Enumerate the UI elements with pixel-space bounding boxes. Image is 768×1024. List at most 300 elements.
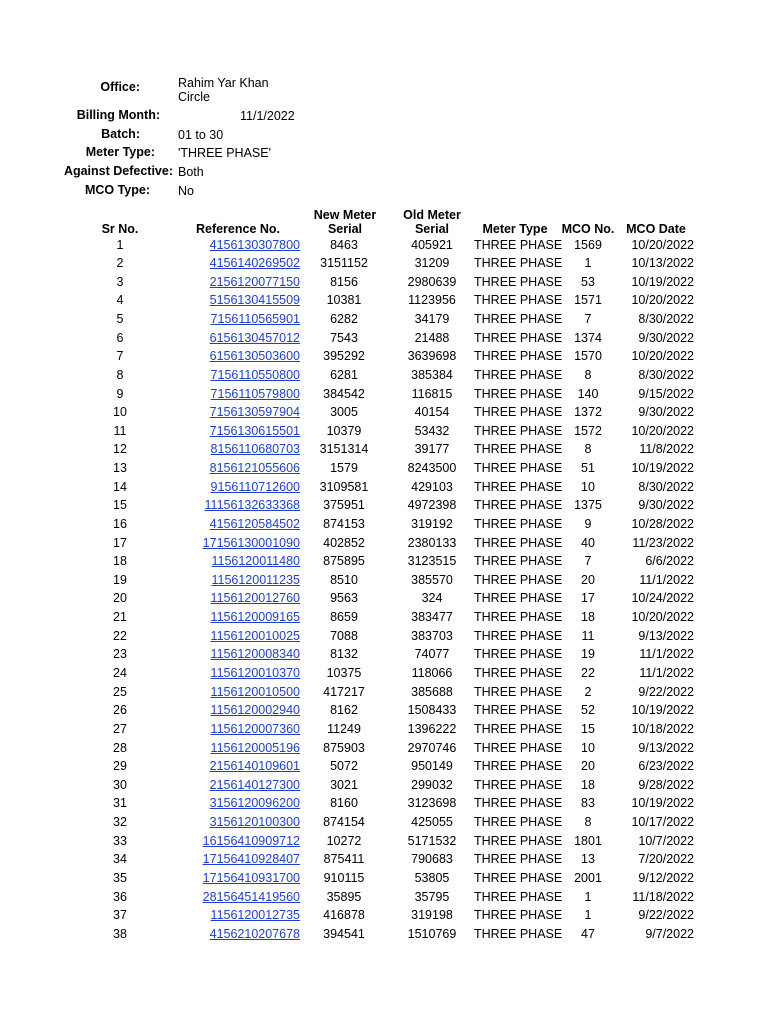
mco-no-cell: 15: [581, 721, 595, 736]
table-row: [0, 478, 768, 497]
sr-no-cell: 28: [113, 740, 127, 755]
table-row: [0, 683, 768, 702]
table-row: [0, 385, 768, 404]
table-row: [0, 273, 768, 292]
sr-no-cell: 27: [113, 721, 127, 736]
new-meter-serial-cell: 3151314: [319, 442, 369, 457]
reference-no-cell: [190, 459, 300, 478]
mco-date-cell: 9/30/2022: [638, 330, 694, 345]
mco-date-cell: 9/30/2022: [638, 498, 694, 513]
reference-no-link[interactable]: 1156120005196: [210, 740, 300, 755]
reference-no-link[interactable]: 17156410931700: [202, 870, 300, 885]
mco-no-cell: 1572: [574, 423, 602, 438]
reference-no-link[interactable]: 3156120100300: [209, 815, 300, 830]
new-meter-serial-cell: 10375: [326, 665, 362, 680]
mco-no-cell: 8: [584, 442, 592, 457]
reference-no-link[interactable]: 1156120002940: [210, 703, 300, 718]
table-row: [0, 776, 768, 795]
table-row: [0, 310, 768, 329]
meter-type-cell: THREE PHASE: [474, 815, 563, 830]
mco-no-cell: 53: [581, 274, 595, 289]
old-meter-serial-cell: 385570: [411, 572, 453, 587]
meter-type-cell: THREE PHASE: [474, 312, 563, 327]
reference-no-link[interactable]: 1156120010500: [210, 684, 300, 699]
mco-no-cell: 9: [584, 516, 592, 531]
table-row: [0, 664, 768, 683]
new-meter-serial-cell: 11249: [327, 721, 361, 736]
reference-no-link[interactable]: 2156120077150: [209, 274, 300, 289]
meter-type-cell: THREE PHASE: [474, 330, 563, 345]
mco-no-cell: 1571: [574, 293, 602, 308]
sr-no-cell: 10: [113, 405, 127, 420]
new-meter-serial-cell: 8510: [330, 572, 358, 587]
reference-no-cell: [190, 906, 300, 925]
new-meter-serial-cell: 416878: [323, 908, 365, 923]
reference-no-cell: [190, 683, 300, 702]
sr-no-cell: 8: [116, 367, 124, 382]
mco-date-cell: 6/6/2022: [645, 554, 694, 569]
old-meter-serial-cell: 790683: [411, 852, 453, 867]
meter-type-cell: THREE PHASE: [474, 237, 563, 252]
old-meter-serial-cell: 405921: [411, 237, 453, 252]
mco-no-cell: 1570: [574, 349, 602, 364]
sr-no-cell: 11: [113, 423, 127, 438]
new-meter-serial-cell: 5072: [330, 759, 358, 774]
reference-no-link[interactable]: 1156120011235: [211, 572, 300, 587]
new-meter-serial-cell: 8463: [330, 237, 358, 252]
table-row: [0, 422, 768, 441]
mco-no-cell: 13: [581, 852, 595, 867]
new-meter-serial-cell: 6282: [330, 312, 358, 327]
reference-no-cell: [190, 385, 300, 404]
mco-type-value: No: [178, 184, 194, 198]
table-row: [0, 925, 768, 944]
reference-no-cell: [190, 645, 300, 664]
reference-no-link[interactable]: 7156130597904: [209, 405, 300, 420]
old-meter-serial-cell: 324: [421, 591, 443, 606]
sr-no-cell: 25: [113, 684, 127, 699]
meter-type-cell: THREE PHASE: [474, 852, 563, 867]
table-row: [0, 608, 768, 627]
new-meter-serial-cell: 7543: [330, 330, 358, 345]
table-row: [0, 552, 768, 571]
table-row: [0, 739, 768, 758]
mco-no-cell: 51: [581, 461, 595, 476]
reference-no-cell: [190, 850, 300, 869]
reference-no-link[interactable]: 1156120010025: [210, 628, 300, 643]
mco-date-cell: 8/30/2022: [638, 479, 694, 494]
old-meter-serial-cell: 5171532: [407, 833, 457, 848]
table-row: [0, 850, 768, 869]
reference-no-cell: [190, 552, 300, 571]
reference-no-cell: [190, 701, 300, 720]
mco-date-cell: 9/28/2022: [638, 777, 694, 792]
reference-no-cell: [190, 496, 300, 515]
reference-no-link[interactable]: 1156120012760: [210, 591, 300, 606]
sr-no-cell: 15: [113, 498, 127, 513]
mco-date-cell: 9/13/2022: [638, 628, 694, 643]
reference-no-cell: [190, 589, 300, 608]
reference-no-link[interactable]: 2156140127300: [209, 777, 300, 792]
mco-no-cell: 1: [584, 256, 592, 271]
meter-type-cell: THREE PHASE: [474, 926, 563, 941]
meter-type-cell: THREE PHASE: [474, 721, 563, 736]
table-row: [0, 496, 768, 515]
batch-label: Batch:: [101, 127, 140, 141]
reference-no-link[interactable]: 4156120584502: [209, 516, 300, 531]
office-value-line2: Circle: [178, 90, 210, 104]
meter-type-cell: THREE PHASE: [474, 256, 563, 271]
new-meter-serial-cell: 8659: [330, 610, 358, 625]
old-meter-serial-cell: 385384: [411, 367, 453, 382]
old-meter-serial-cell: 425055: [411, 815, 453, 830]
old-meter-serial-cell: 3123515: [407, 554, 457, 569]
reference-no-cell: [190, 273, 300, 292]
old-meter-serial-cell: 385688: [411, 684, 453, 699]
old-meter-serial-cell: 21488: [414, 330, 450, 345]
new-meter-serial-cell: 8160: [330, 796, 358, 811]
mco-no-cell: 7: [584, 554, 592, 569]
sr-no-cell: 33: [113, 833, 127, 848]
mco-no-cell: 52: [581, 703, 595, 718]
table-row: [0, 888, 768, 907]
new-meter-serial-cell: 8132: [330, 647, 358, 662]
mco-date-cell: 8/30/2022: [638, 312, 694, 327]
table-row: [0, 869, 768, 888]
new-meter-serial-cell: 875903: [323, 740, 365, 755]
mco-date-cell: 10/19/2022: [631, 461, 694, 476]
meter-type-cell: THREE PHASE: [474, 908, 563, 923]
against-defective-label: Against Defective:: [63, 164, 173, 178]
reference-no-cell: [190, 776, 300, 795]
old-meter-serial-cell: 2380133: [407, 535, 457, 550]
sr-no-cell: 22: [113, 628, 127, 643]
table-row: [0, 403, 768, 422]
reference-no-cell: [190, 739, 300, 758]
reference-no-cell: [190, 366, 300, 385]
reference-no-cell: [190, 329, 300, 348]
meter-type-cell: THREE PHASE: [474, 405, 563, 420]
reference-no-link[interactable]: 3156120096200: [209, 796, 300, 811]
mco-no-cell: 1372: [574, 405, 602, 420]
new-meter-serial-cell: 874153: [323, 516, 365, 531]
sr-no-cell: 18: [113, 554, 127, 569]
sr-no-cell: 23: [113, 647, 127, 662]
meter-type-cell: THREE PHASE: [474, 703, 563, 718]
reference-no-link[interactable]: 16156410909712: [202, 833, 300, 848]
old-meter-serial-cell: 4972398: [407, 498, 457, 513]
new-meter-serial-cell: 875411: [323, 852, 365, 867]
table-row: [0, 366, 768, 385]
old-meter-serial-cell: 429103: [411, 479, 453, 494]
sr-no-cell: 26: [113, 703, 127, 718]
reference-no-cell: [190, 422, 300, 441]
reference-no-link[interactable]: 9156110712600: [210, 479, 300, 494]
table-row: [0, 459, 768, 478]
reference-no-cell: [190, 757, 300, 776]
new-meter-serial-cell: 3021: [330, 777, 358, 792]
mco-date-cell: 7/20/2022: [638, 852, 694, 867]
reference-no-link[interactable]: 7156110550800: [210, 367, 300, 382]
mco-date-cell: 6/23/2022: [638, 759, 694, 774]
meter-type-value: 'THREE PHASE': [178, 146, 271, 160]
table-row: [0, 534, 768, 553]
old-meter-serial-cell: 74077: [414, 647, 450, 662]
table-row: [0, 440, 768, 459]
reference-no-link[interactable]: 11156132633368: [204, 498, 300, 513]
mco-no-cell: 1801: [574, 833, 602, 848]
new-meter-serial-cell: 394541: [323, 926, 365, 941]
sr-no-cell: 17: [113, 535, 127, 550]
mco-date-cell: 10/17/2022: [631, 815, 694, 830]
old-meter-serial-cell: 35795: [414, 889, 450, 904]
mco-date-cell: 8/30/2022: [638, 367, 694, 382]
old-meter-serial-cell: 8243500: [407, 461, 457, 476]
mco-date-cell: 10/20/2022: [631, 349, 694, 364]
meter-type-cell: THREE PHASE: [474, 684, 563, 699]
mco-date-cell: 11/18/2022: [632, 889, 694, 904]
old-meter-serial-cell: 2980639: [407, 274, 457, 289]
reference-no-cell: [190, 608, 300, 627]
old-meter-serial-cell: 3123698: [407, 796, 457, 811]
mco-date-cell: 9/30/2022: [638, 405, 694, 420]
sr-no-cell: 36: [113, 889, 127, 904]
new-meter-serial-cell: 874154: [323, 815, 365, 830]
table-row: [0, 627, 768, 646]
meter-type-cell: THREE PHASE: [474, 572, 563, 587]
new-meter-serial-cell: 10272: [326, 833, 362, 848]
mco-no-cell: 1: [584, 908, 592, 923]
old-meter-serial-cell: 2970746: [407, 740, 457, 755]
new-meter-serial-cell: 910115: [323, 870, 365, 885]
mco-no-cell: 1375: [574, 498, 602, 513]
sr-no-cell: 38: [113, 926, 127, 941]
meter-type-cell: THREE PHASE: [474, 647, 563, 662]
mco-type-label: MCO Type:: [84, 183, 150, 197]
reference-no-link[interactable]: 4156130307800: [209, 237, 300, 252]
old-meter-serial-cell: 1123956: [408, 293, 456, 308]
table-row: [0, 236, 768, 255]
reference-no-link[interactable]: 5156130415509: [209, 293, 300, 308]
col-mco-date: MCO Date: [626, 222, 686, 236]
col-meter-type: Meter Type: [482, 222, 548, 236]
new-meter-serial-cell: 384542: [323, 386, 365, 401]
reference-no-link[interactable]: 8156110680703: [210, 442, 300, 457]
new-meter-serial-cell: 10381: [326, 293, 362, 308]
mco-date-cell: 10/7/2022: [638, 833, 694, 848]
reference-no-link[interactable]: 1156120010370: [210, 665, 300, 680]
reference-no-link[interactable]: 17156130001090: [202, 535, 300, 550]
col-reference-no: Reference No.: [195, 222, 281, 236]
mco-date-cell: 9/13/2022: [638, 740, 694, 755]
sr-no-cell: 6: [116, 330, 124, 345]
meter-type-cell: THREE PHASE: [474, 665, 563, 680]
mco-no-cell: 18: [581, 610, 595, 625]
meter-type-cell: THREE PHASE: [474, 759, 563, 774]
reference-no-cell: [190, 254, 300, 273]
new-meter-serial-cell: 3151152: [320, 256, 368, 271]
reference-no-cell: [190, 813, 300, 832]
old-meter-serial-cell: 116815: [411, 386, 453, 401]
sr-no-cell: 34: [113, 852, 127, 867]
reference-no-link[interactable]: 7156130615501: [209, 423, 300, 438]
old-meter-serial-cell: 3639698: [407, 349, 457, 364]
mco-date-cell: 11/1/2022: [639, 665, 694, 680]
sr-no-cell: 37: [113, 908, 127, 923]
mco-no-cell: 10: [581, 740, 595, 755]
meter-type-cell: THREE PHASE: [474, 479, 563, 494]
reference-no-link[interactable]: 4156140269502: [209, 256, 300, 271]
mco-date-cell: 11/23/2022: [632, 535, 694, 550]
sr-no-cell: 31: [113, 796, 127, 811]
meter-type-cell: THREE PHASE: [474, 777, 563, 792]
new-meter-serial-cell: 7088: [330, 628, 358, 643]
mco-date-cell: 9/15/2022: [638, 386, 694, 401]
reference-no-cell: [190, 832, 300, 851]
table-row: [0, 701, 768, 720]
new-meter-serial-cell: 1579: [330, 461, 358, 476]
reference-no-link[interactable]: 6156130503600: [209, 349, 300, 364]
reference-no-cell: [190, 403, 300, 422]
sr-no-cell: 19: [113, 572, 127, 587]
mco-no-cell: 7: [584, 312, 592, 327]
table-row: [0, 794, 768, 813]
old-meter-serial-cell: 53432: [414, 423, 450, 438]
mco-date-cell: 10/19/2022: [631, 274, 694, 289]
reference-no-cell: [190, 720, 300, 739]
col-new-meter-line1: New Meter: [313, 208, 377, 222]
reference-no-link[interactable]: 1156120012735: [210, 908, 300, 923]
table-row: [0, 571, 768, 590]
new-meter-serial-cell: 9563: [330, 591, 358, 606]
mco-no-cell: 18: [581, 777, 595, 792]
mco-no-cell: 47: [581, 926, 595, 941]
meter-type-cell: THREE PHASE: [474, 386, 563, 401]
mco-no-cell: 2: [584, 684, 592, 699]
sr-no-cell: 24: [113, 665, 127, 680]
sr-no-cell: 16: [113, 516, 127, 531]
sr-no-cell: 7: [116, 349, 124, 364]
meter-type-cell: THREE PHASE: [474, 535, 563, 550]
mco-no-cell: 40: [581, 535, 595, 550]
old-meter-serial-cell: 34179: [414, 312, 450, 327]
reference-no-cell: [190, 925, 300, 944]
old-meter-serial-cell: 299032: [411, 777, 453, 792]
mco-date-cell: 10/24/2022: [631, 591, 694, 606]
batch-value: 01 to 30: [178, 128, 224, 142]
mco-date-cell: 10/18/2022: [631, 721, 694, 736]
col-new-meter-line2: Serial: [327, 222, 363, 236]
new-meter-serial-cell: 35895: [326, 889, 362, 904]
new-meter-serial-cell: 3005: [330, 405, 358, 420]
sr-no-cell: 3: [116, 274, 124, 289]
sr-no-cell: 12: [113, 442, 127, 457]
old-meter-serial-cell: 383477: [411, 610, 453, 625]
mco-date-cell: 10/28/2022: [631, 516, 694, 531]
sr-no-cell: 9: [116, 386, 124, 401]
reference-no-cell: [190, 627, 300, 646]
reference-no-cell: [190, 515, 300, 534]
mco-no-cell: 140: [577, 386, 599, 401]
reference-no-link[interactable]: 28156451419560: [202, 889, 300, 904]
mco-date-cell: 9/22/2022: [638, 908, 694, 923]
mco-no-cell: 1374: [574, 330, 602, 345]
mco-no-cell: 19: [581, 647, 595, 662]
mco-no-cell: 22: [581, 665, 595, 680]
mco-no-cell: 8: [584, 815, 592, 830]
old-meter-serial-cell: 1510769: [407, 926, 457, 941]
mco-no-cell: 83: [581, 796, 595, 811]
office-label: Office:: [100, 80, 140, 94]
reference-no-link[interactable]: 4156210207678: [209, 926, 300, 941]
meter-type-cell: THREE PHASE: [474, 610, 563, 625]
reference-no-cell: [190, 440, 300, 459]
mco-date-cell: 9/7/2022: [645, 926, 694, 941]
table-row: [0, 906, 768, 925]
sr-no-cell: 4: [116, 293, 124, 308]
reference-no-link[interactable]: 1156120007360: [210, 721, 300, 736]
reference-no-link[interactable]: 17156410928407: [202, 852, 300, 867]
reference-no-cell: [190, 664, 300, 683]
table-row: [0, 329, 768, 348]
reference-no-link[interactable]: 2156140109601: [209, 759, 300, 774]
reference-no-link[interactable]: 7156110565901: [210, 312, 300, 327]
mco-no-cell: 20: [581, 759, 595, 774]
mco-no-cell: 1: [584, 889, 592, 904]
meter-type-cell: THREE PHASE: [474, 796, 563, 811]
mco-date-cell: 9/12/2022: [638, 870, 694, 885]
against-defective-value: Both: [178, 165, 204, 179]
mco-date-cell: 10/20/2022: [631, 237, 694, 252]
mco-no-cell: 17: [581, 591, 595, 606]
sr-no-cell: 32: [113, 815, 127, 830]
old-meter-serial-cell: 31209: [414, 256, 450, 271]
meter-type-cell: THREE PHASE: [474, 498, 563, 513]
reference-no-link[interactable]: 6156130457012: [209, 330, 300, 345]
new-meter-serial-cell: 10379: [326, 423, 362, 438]
meter-type-cell: THREE PHASE: [474, 367, 563, 382]
new-meter-serial-cell: 875895: [323, 554, 365, 569]
new-meter-serial-cell: 3109581: [319, 479, 369, 494]
meter-type-cell: THREE PHASE: [474, 293, 563, 308]
sr-no-cell: 14: [113, 479, 127, 494]
new-meter-serial-cell: 6281: [330, 367, 358, 382]
reference-no-link[interactable]: 8156121055606: [209, 461, 300, 476]
reference-no-link[interactable]: 1156120008340: [210, 647, 300, 662]
new-meter-serial-cell: 8162: [330, 703, 358, 718]
reference-no-cell: [190, 310, 300, 329]
reference-no-cell: [190, 478, 300, 497]
old-meter-serial-cell: 319192: [411, 516, 453, 531]
col-mco-no: MCO No.: [561, 222, 615, 236]
mco-date-cell: 9/22/2022: [638, 684, 694, 699]
reference-no-link[interactable]: 1156120009165: [210, 610, 300, 625]
meter-type-cell: THREE PHASE: [474, 554, 563, 569]
old-meter-serial-cell: 383703: [411, 628, 453, 643]
old-meter-serial-cell: 319198: [411, 908, 453, 923]
old-meter-serial-cell: 40154: [414, 405, 450, 420]
table-row: [0, 757, 768, 776]
meter-type-cell: THREE PHASE: [474, 740, 563, 755]
billing-month-value: 11/1/2022: [240, 109, 295, 123]
meter-type-cell: THREE PHASE: [474, 274, 563, 289]
reference-no-link[interactable]: 1156120011480: [211, 554, 300, 569]
table-row: [0, 645, 768, 664]
reference-no-cell: [190, 571, 300, 590]
meter-type-cell: THREE PHASE: [474, 516, 563, 531]
old-meter-serial-cell: 1396222: [407, 721, 457, 736]
reference-no-link[interactable]: 7156110579800: [210, 386, 300, 401]
